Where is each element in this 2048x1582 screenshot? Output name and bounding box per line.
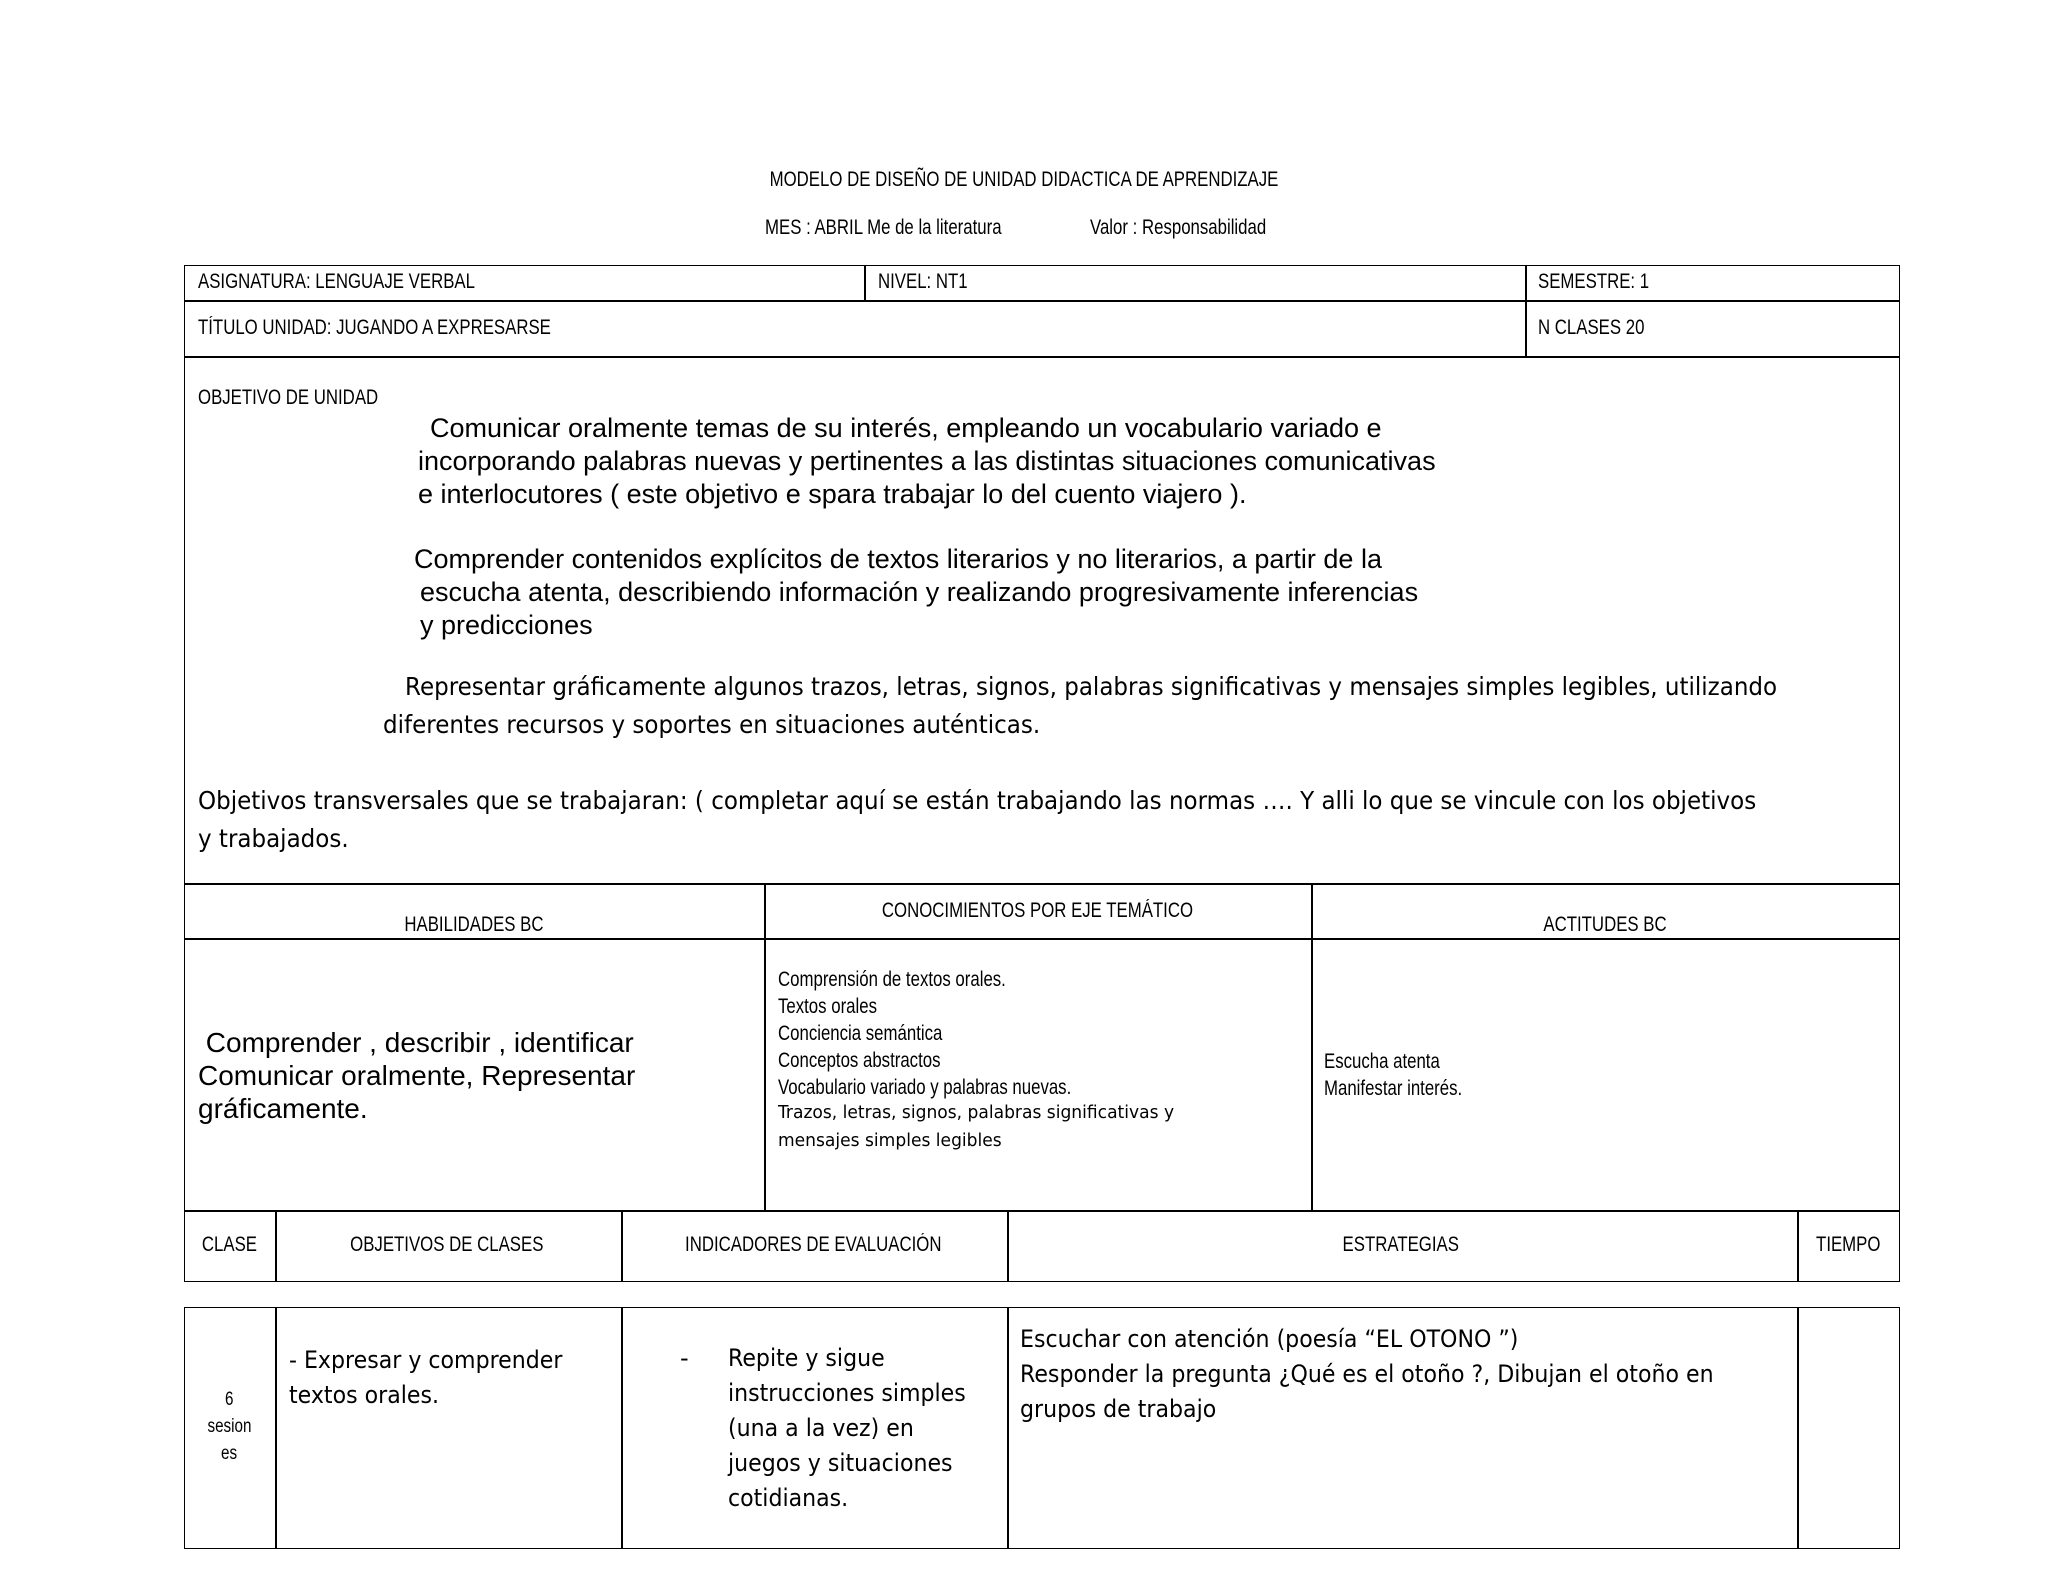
- class-objectives-header: OBJETIVOS DE CLASES: [350, 1233, 544, 1256]
- objective-2: Comprender contenidos explícitos de textos literarios y no literarios, a partir de la escucha atenta, describiendo información y realizando progresivamente inferencias y predicciones: [414, 544, 1419, 640]
- knowledge-content: Comprensión de textos orales. Textos orales Conciencia semántica Conceptos abstractos Vocabulario variado y palabras nuevas.: [778, 968, 1072, 1099]
- skills-content: Comprender , describir , identificar Comunicar oralmente, Representar gráficamente.: [198, 1027, 636, 1124]
- strategies-content: Escuchar con atención (poesía “EL OTONO ”) Responder la pregunta ¿Qué es el otoño ?, Dibujan el otoño en grupos de trabajo: [1020, 1325, 1714, 1423]
- transversal-objectives: Objetivos transversales que se trabajaran: ( completar aquí se están trabajando las normas …. Y alli lo que se vincule con los objetivos y trabajados.: [198, 786, 1757, 853]
- time-header: TIEMPO: [1815, 1233, 1881, 1256]
- unit-objective-label: OBJETIVO DE UNIDAD: [198, 386, 379, 409]
- class-count-field: N CLASES 20: [1538, 316, 1645, 339]
- attitudes-header: ACTITUDES BC: [1543, 913, 1667, 936]
- objective-3: Representar gráficamente algunos trazos, letras, signos, palabras significativas y mensajes simples legibles, utilizando diferentes recursos y soportes en situaciones auténticas.: [383, 672, 1778, 739]
- indicators-header: INDICADORES DE EVALUACIÓN: [684, 1233, 942, 1256]
- semester-field: SEMESTRE: 1: [1538, 270, 1650, 293]
- knowledge-extra: Trazos, letras, signos, palabras significativas y mensajes simples legibles: [778, 1102, 1175, 1151]
- level-field: NIVEL: NT1: [878, 270, 968, 293]
- strategies-header: ESTRATEGIAS: [1342, 1233, 1460, 1256]
- evaluation-indicator: Repite y sigue instrucciones simples (una a la vez) en juegos y situaciones cotidianas.: [728, 1344, 966, 1512]
- class-sessions: 6 sesion es: [207, 1389, 251, 1464]
- knowledge-header: CONOCIMIENTOS POR EJE TEMÁTICO: [881, 899, 1193, 922]
- class-objective: - Expresar y comprender textos orales.: [289, 1346, 563, 1409]
- value-label: Valor : Responsabilidad: [1090, 216, 1267, 239]
- attitudes-content: Escucha atenta Manifestar interés.: [1324, 1050, 1463, 1100]
- indicator-bullet: -: [680, 1344, 689, 1372]
- month-label: MES : ABRIL Me de la literatura: [765, 216, 1002, 239]
- unit-title-field: TÍTULO UNIDAD: JUGANDO A EXPRESARSE: [198, 316, 551, 339]
- skills-header: HABILIDADES BC: [404, 913, 544, 936]
- objective-1: Comunicar oralmente temas de su interés, empleando un vocabulario variado e incorporando palabras nuevas y pertinentes a las distintas situaciones comunicativas e interlocutores ( este objetivo e spara trabajar lo del cuento viajero ).: [418, 413, 1436, 509]
- subject-field: ASIGNATURA: LENGUAJE VERBAL: [198, 270, 475, 293]
- class-col-header: CLASE: [201, 1233, 257, 1256]
- document-title: MODELO DE DISEÑO DE UNIDAD DIDACTICA DE APRENDIZAJE: [769, 168, 1279, 191]
